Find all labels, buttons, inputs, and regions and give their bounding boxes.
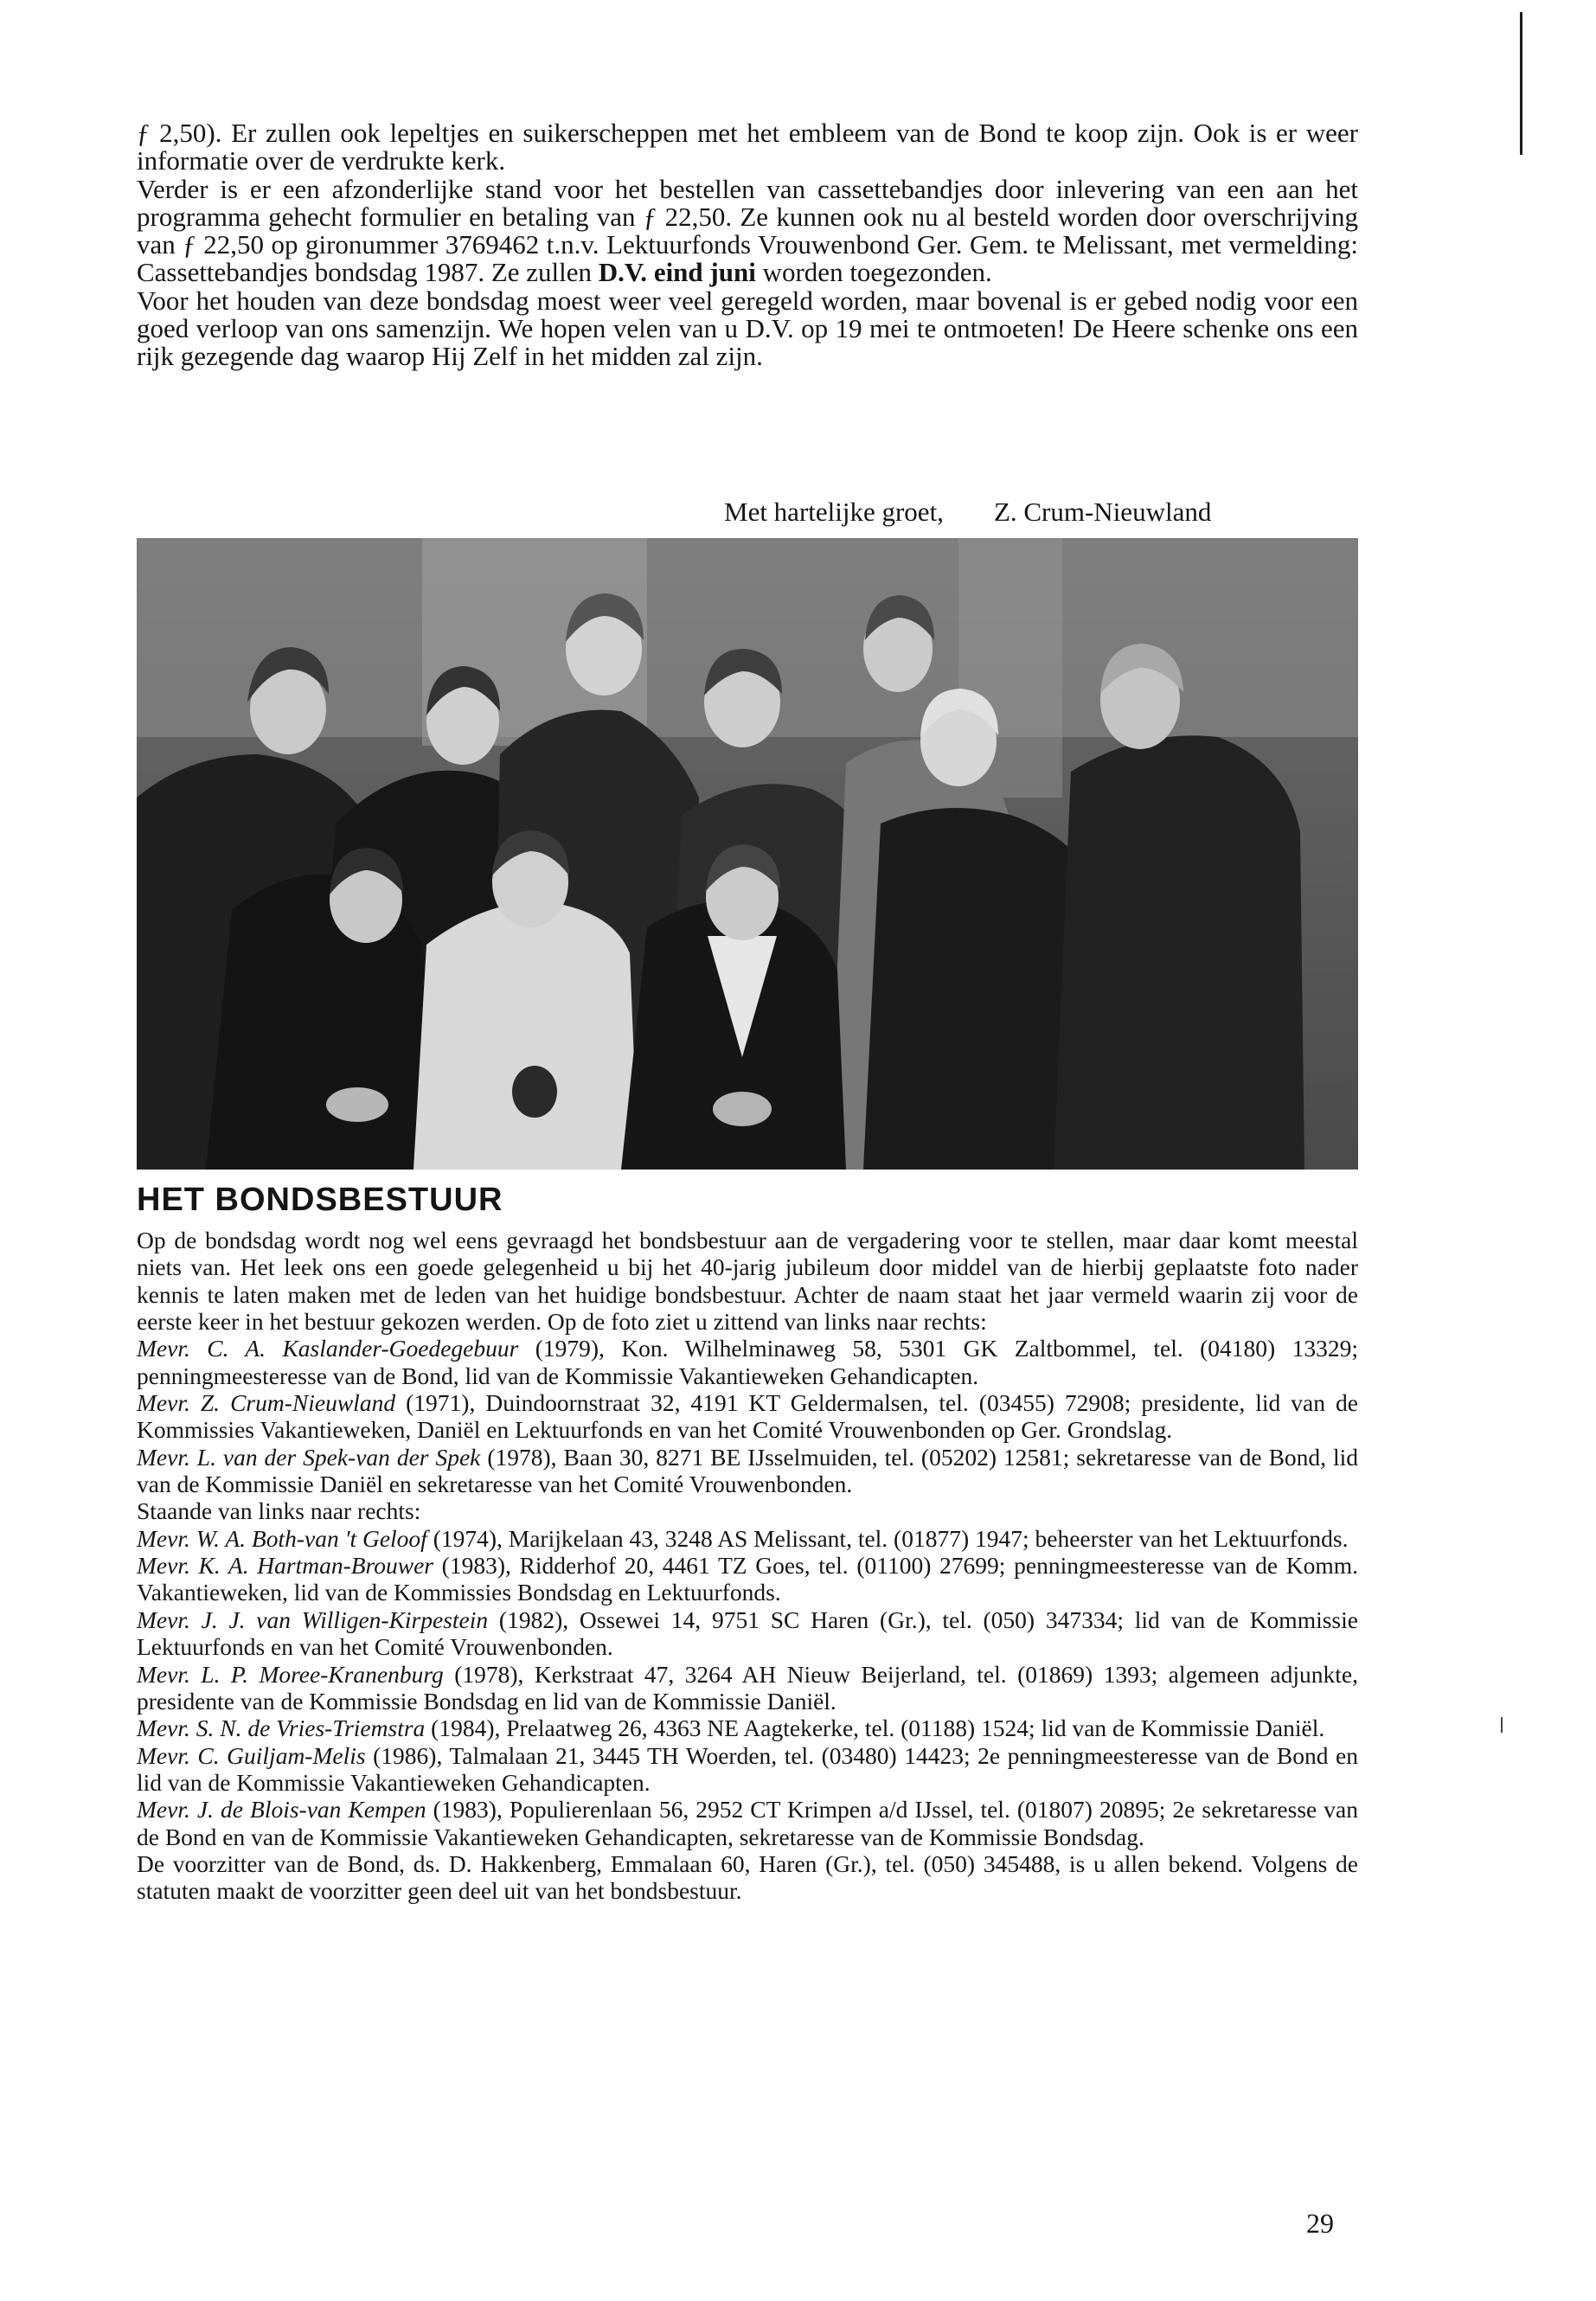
member-details: (1984), Prelaatweg 26, 4363 NE Aagtekerke, tel. (01188) 1524; lid van de Kommissie Daniël. — [431, 1715, 1325, 1742]
member-entry — [137, 1335, 1358, 1389]
member-details: (1979), Kon. Wilhelminaweg 58, 5301 GK Zaltbommel, tel. (04180) 13329; penningmeesteresse van de Bond, lid van de Kommissie Vakantieweken Gehandicapten. — [137, 1335, 1358, 1389]
member-entry — [137, 1552, 1358, 1606]
member-entry — [137, 1525, 1358, 1552]
member-details: (1978), Kerkstraat 47, 3264 AH Nieuw Beijerland, tel. (01869) 1393; algemeen adjunkte, presidente van de Kommissie Bondsdag en lid van de Kommissie Daniël. — [137, 1660, 1358, 1715]
member-entry — [137, 1389, 1358, 1444]
member-entry — [137, 1742, 1358, 1797]
member-name: Mevr. C. Guiljam-Melis — [137, 1741, 366, 1769]
paragraph-cassettes — [137, 173, 1358, 288]
standing-heading: Staande van links naar rechts: — [137, 1497, 421, 1525]
closing-note: De voorzitter van de Bond, ds. D. Hakkenberg, Emmalaan 60, Haren (Gr.), tel. (050) 345488, is u allen bekend. Volgens de statuten maakt de voorzitter geen deel uit van het bondsbestuur. — [137, 1849, 1358, 1905]
member-name: Mevr. Z. Crum-Nieuwland — [137, 1389, 396, 1417]
member-details: (1983), Ridderhof 20, 4461 TZ Goes, tel. (01100) 27699; penningmeesteresse van de Komm. Vakantieweken, lid van de Kommissies Bondsdag en Lektuurfonds. — [137, 1552, 1358, 1606]
member-details: (1971), Duindoornstraat 32, 4191 KT Geldermalsen, tel. (03455) 72908; presidente, lid van de Kommissies Vakantieweken, Daniël en Lektuurfonds en van het Comité Vrouwenbonden op Ger. Grondslag. — [137, 1389, 1359, 1444]
margin-mark — [1501, 1717, 1503, 1733]
member-details: (1983), Populierenlaan 56, 2952 CT Krimpen a/d IJssel, tel. (01807) 20895; 2e sekretaresse van de Bond en van de Kommissie Vakantieweken Gehandicapten, sekretaresse van de Kommissie Bondsdag. — [137, 1796, 1358, 1850]
member-entry — [137, 1796, 1358, 1850]
member-name: Mevr. K. A. Hartman-Brouwer — [137, 1552, 433, 1580]
member-details: (1982), Ossewei 14, 9751 SC Haren (Gr.), tel. (050) 347334; lid van de Kommissie Lektuurfonds en van het Comité Vrouwenbonden. — [137, 1606, 1358, 1661]
signoff-name: Z. Crum-Nieuwland — [993, 497, 1212, 527]
member-details: (1974), Marijkelaan 43, 3248 AS Melissant, tel. (01877) 1947; beheerster van het Lektuurfonds. — [433, 1524, 1349, 1552]
bondsbestuur-intro: Op de bondsdag wordt nog wel eens gevraagd het bondsbestuur aan de vergadering voor te stellen, maar daar komt meestal niets van. Het leek ons een goede gelegenheid u bij het 40-jarig jubileum door middel van de hierbij geplaatste foto nader kennis te laten maken met de leden van het huidige bondsbestuur. Achter de naam staat het jaar vermeld waarin zij voor de eerste keer in het bestuur gekozen werden. Op de foto ziet u zittend van links naar rechts: — [137, 1227, 1358, 1336]
paragraph-souvenirs: ƒ 2,50). Er zullen ook lepeltjes en suikerscheppen met het embleem van de Bond te koop zijn. Ook is er weer informatie over de verdrukte kerk. — [137, 118, 1358, 176]
member-name: Mevr. L. van der Spek-van der Spek — [137, 1443, 481, 1471]
signoff-greeting: Met hartelijke groet, — [724, 497, 944, 527]
member-details: (1986), Talmalaan 21, 3445 TH Woerden, tel. (03480) 14423; 2e penningmeesteresse van de Bond en lid van de Kommissie Vakantieweken Gehandicapten. — [137, 1741, 1358, 1796]
intro-text — [137, 119, 1358, 371]
signoff — [724, 497, 1211, 528]
member-entry — [137, 1715, 1358, 1741]
member-name: Mevr. C. A. Kaslander-Goedegebuur — [137, 1335, 519, 1362]
delivery-dv: D.V. — [598, 257, 648, 288]
margin-rule — [1520, 12, 1522, 155]
paragraph-closing-wish: Voor het houden van deze bondsdag moest weer veel geregeld worden, maar bovenal is er gebed nodig voor een goed verloop van ons samenzijn. We hopen velen van u D.V. op 19 mei te ontmoeten! De Heere schenke ons een rijk gezegende dag waarop Hij Zelf in het midden zal zijn. — [137, 285, 1358, 372]
member-name: Mevr. L. P. Moree-Kranenburg — [137, 1660, 444, 1688]
member-entry — [137, 1606, 1358, 1661]
member-name: Mevr. J. J. van Willigen-Kirpestein — [137, 1606, 489, 1633]
delivery-eind-juni: eind juni — [653, 257, 756, 288]
member-name: Mevr. S. N. de Vries-Triemstra — [137, 1715, 426, 1742]
member-entry — [137, 1444, 1358, 1498]
member-name: Mevr. W. A. Both-van 't Geloof — [137, 1524, 427, 1552]
bondsbestuur-text — [137, 1227, 1358, 1905]
delivery-suffix: worden toegezonden. — [762, 257, 992, 288]
section-title: HET BONDSBESTUUR — [137, 1182, 503, 1218]
cassettes-text: Verder is er een afzonderlijke stand voor het bestellen van cassettebandjes door inlevering van een aan het programma gehecht formulier en betaling van ƒ 22,50. Ze kunnen ook nu al besteld worden door overschrijving van ƒ 22,50 op gironummer 3769462 t.n.v. Lektuurfonds Vrouwenbond Ger. Gem. te Melissant, met vermelding: Cassettebandjes bondsdag 1987. — [137, 173, 1358, 288]
page-number: 29 — [1306, 2208, 1334, 2239]
member-name: Mevr. J. de Blois-van Kempen — [137, 1796, 426, 1823]
member-entry — [137, 1661, 1358, 1715]
member-details: (1978), Baan 30, 8271 BE IJsselmuiden, tel. (05202) 12581; sekretaresse van de Bond, lid van de Kommissie Daniël en sekretaresse van het Comité Vrouwenbonden. — [137, 1443, 1359, 1498]
group-photo — [137, 538, 1358, 1170]
delivery-prefix: Ze zullen — [490, 257, 593, 288]
